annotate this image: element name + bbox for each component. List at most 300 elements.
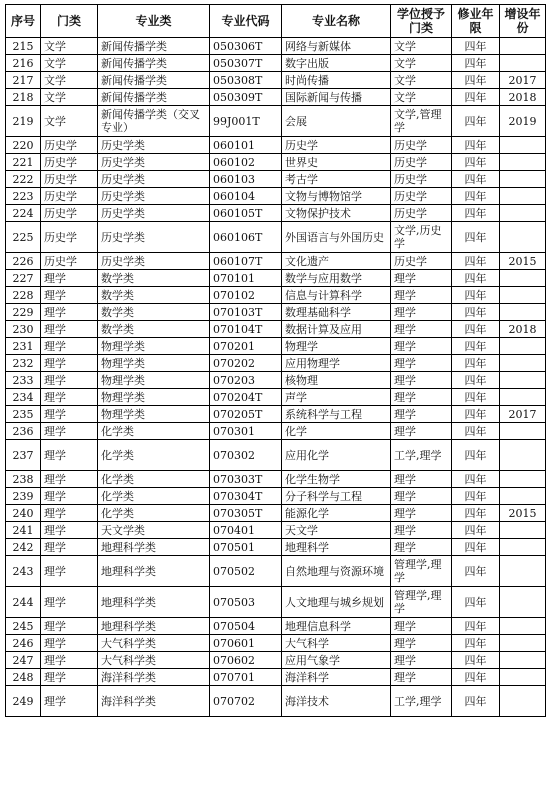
cell-year-added xyxy=(500,338,546,355)
cell-degree-category: 理学 xyxy=(391,635,452,652)
cell-serial-no: 220 xyxy=(6,137,41,154)
cell-duration: 四年 xyxy=(452,471,500,488)
cell-category: 历史学 xyxy=(41,222,98,253)
cell-major-class: 历史学类 xyxy=(98,137,210,154)
cell-year-added: 2017 xyxy=(500,72,546,89)
cell-duration: 四年 xyxy=(452,321,500,338)
cell-serial-no: 238 xyxy=(6,471,41,488)
cell-category: 理学 xyxy=(41,618,98,635)
cell-major-name: 自然地理与资源环境 xyxy=(282,556,391,587)
cell-major-code: 070305T xyxy=(210,505,282,522)
cell-category: 理学 xyxy=(41,372,98,389)
cell-major-class: 新闻传播学类 xyxy=(98,55,210,72)
table-row xyxy=(6,55,546,72)
cell-year-added xyxy=(500,38,546,55)
header-duration: 修业年限 xyxy=(452,5,500,38)
cell-category: 理学 xyxy=(41,355,98,372)
cell-category: 理学 xyxy=(41,270,98,287)
header-category: 门类 xyxy=(41,5,98,38)
cell-degree-category: 理学 xyxy=(391,389,452,406)
cell-major-name: 声学 xyxy=(282,389,391,406)
cell-major-name: 人文地理与城乡规划 xyxy=(282,587,391,618)
cell-major-name: 文物保护技术 xyxy=(282,205,391,222)
cell-major-name: 核物理 xyxy=(282,372,391,389)
cell-degree-category: 理学 xyxy=(391,406,452,423)
table-row xyxy=(6,471,546,488)
table-row xyxy=(6,188,546,205)
cell-serial-no: 230 xyxy=(6,321,41,338)
cell-major-code: 070502 xyxy=(210,556,282,587)
cell-major-code: 070302 xyxy=(210,440,282,471)
cell-serial-no: 226 xyxy=(6,253,41,270)
cell-category: 历史学 xyxy=(41,188,98,205)
table-row xyxy=(6,253,546,270)
cell-degree-category: 历史学 xyxy=(391,171,452,188)
cell-serial-no: 231 xyxy=(6,338,41,355)
cell-year-added xyxy=(500,652,546,669)
cell-serial-no: 219 xyxy=(6,106,41,137)
cell-degree-category: 理学 xyxy=(391,423,452,440)
cell-duration: 四年 xyxy=(452,618,500,635)
cell-degree-category: 管理学,理学 xyxy=(391,587,452,618)
cell-major-name: 分子科学与工程 xyxy=(282,488,391,505)
cell-year-added xyxy=(500,686,546,717)
table-row xyxy=(6,72,546,89)
cell-major-name: 地理科学 xyxy=(282,539,391,556)
cell-serial-no: 217 xyxy=(6,72,41,89)
table-row xyxy=(6,304,546,321)
cell-major-class: 历史学类 xyxy=(98,154,210,171)
cell-year-added: 2017 xyxy=(500,406,546,423)
cell-degree-category: 历史学 xyxy=(391,188,452,205)
cell-major-code: 070401 xyxy=(210,522,282,539)
cell-serial-no: 221 xyxy=(6,154,41,171)
cell-year-added xyxy=(500,389,546,406)
cell-major-code: 070304T xyxy=(210,488,282,505)
cell-major-class: 历史学类 xyxy=(98,222,210,253)
cell-year-added xyxy=(500,471,546,488)
cell-year-added xyxy=(500,669,546,686)
cell-major-code: 060105T xyxy=(210,205,282,222)
cell-duration: 四年 xyxy=(452,522,500,539)
cell-major-name: 能源化学 xyxy=(282,505,391,522)
header-major-class: 专业类 xyxy=(98,5,210,38)
cell-major-class: 地理科学类 xyxy=(98,618,210,635)
cell-serial-no: 235 xyxy=(6,406,41,423)
cell-major-code: 060102 xyxy=(210,154,282,171)
cell-category: 理学 xyxy=(41,652,98,669)
cell-category: 理学 xyxy=(41,669,98,686)
cell-degree-category: 历史学 xyxy=(391,205,452,222)
cell-major-code: 070503 xyxy=(210,587,282,618)
cell-category: 理学 xyxy=(41,338,98,355)
cell-serial-no: 248 xyxy=(6,669,41,686)
cell-serial-no: 246 xyxy=(6,635,41,652)
cell-serial-no: 237 xyxy=(6,440,41,471)
cell-major-class: 化学类 xyxy=(98,488,210,505)
cell-major-class: 物理学类 xyxy=(98,372,210,389)
cell-category: 理学 xyxy=(41,287,98,304)
cell-category: 理学 xyxy=(41,389,98,406)
cell-major-class: 大气科学类 xyxy=(98,635,210,652)
cell-serial-no: 244 xyxy=(6,587,41,618)
cell-degree-category: 理学 xyxy=(391,652,452,669)
cell-duration: 四年 xyxy=(452,338,500,355)
cell-major-name: 国际新闻与传播 xyxy=(282,89,391,106)
cell-major-name: 数字出版 xyxy=(282,55,391,72)
table-row xyxy=(6,137,546,154)
cell-duration: 四年 xyxy=(452,188,500,205)
cell-major-name: 文化遗产 xyxy=(282,253,391,270)
cell-duration: 四年 xyxy=(452,389,500,406)
table-row xyxy=(6,38,546,55)
header-major-name: 专业名称 xyxy=(282,5,391,38)
table-row xyxy=(6,618,546,635)
cell-serial-no: 229 xyxy=(6,304,41,321)
cell-degree-category: 理学 xyxy=(391,488,452,505)
cell-year-added xyxy=(500,440,546,471)
cell-major-name: 应用气象学 xyxy=(282,652,391,669)
cell-duration: 四年 xyxy=(452,372,500,389)
cell-serial-no: 249 xyxy=(6,686,41,717)
cell-year-added: 2019 xyxy=(500,106,546,137)
table-row xyxy=(6,205,546,222)
cell-year-added: 2018 xyxy=(500,89,546,106)
cell-serial-no: 240 xyxy=(6,505,41,522)
cell-major-code: 050307T xyxy=(210,55,282,72)
table-row xyxy=(6,440,546,471)
cell-duration: 四年 xyxy=(452,253,500,270)
cell-duration: 四年 xyxy=(452,669,500,686)
cell-duration: 四年 xyxy=(452,686,500,717)
cell-major-class: 物理学类 xyxy=(98,406,210,423)
cell-major-code: 070104T xyxy=(210,321,282,338)
cell-year-added xyxy=(500,522,546,539)
cell-degree-category: 理学 xyxy=(391,522,452,539)
cell-serial-no: 247 xyxy=(6,652,41,669)
cell-degree-category: 历史学 xyxy=(391,253,452,270)
cell-category: 理学 xyxy=(41,505,98,522)
cell-major-code: 070205T xyxy=(210,406,282,423)
cell-major-name: 化学 xyxy=(282,423,391,440)
cell-category: 理学 xyxy=(41,686,98,717)
cell-category: 文学 xyxy=(41,89,98,106)
cell-major-name: 网络与新媒体 xyxy=(282,38,391,55)
cell-major-code: 050306T xyxy=(210,38,282,55)
cell-major-name: 数学与应用数学 xyxy=(282,270,391,287)
cell-year-added xyxy=(500,556,546,587)
cell-degree-category: 工学,理学 xyxy=(391,686,452,717)
table-row xyxy=(6,539,546,556)
cell-major-name: 数据计算及应用 xyxy=(282,321,391,338)
table-row xyxy=(6,587,546,618)
cell-major-code: 060107T xyxy=(210,253,282,270)
cell-category: 理学 xyxy=(41,321,98,338)
cell-duration: 四年 xyxy=(452,171,500,188)
cell-category: 理学 xyxy=(41,304,98,321)
table-row xyxy=(6,406,546,423)
cell-degree-category: 理学 xyxy=(391,618,452,635)
cell-major-name: 时尚传播 xyxy=(282,72,391,89)
cell-major-class: 历史学类 xyxy=(98,171,210,188)
cell-major-class: 数学类 xyxy=(98,270,210,287)
cell-major-name: 物理学 xyxy=(282,338,391,355)
cell-duration: 四年 xyxy=(452,270,500,287)
cell-year-added xyxy=(500,539,546,556)
cell-duration: 四年 xyxy=(452,154,500,171)
cell-major-class: 化学类 xyxy=(98,505,210,522)
cell-serial-no: 223 xyxy=(6,188,41,205)
cell-category: 理学 xyxy=(41,522,98,539)
cell-year-added xyxy=(500,171,546,188)
cell-serial-no: 236 xyxy=(6,423,41,440)
cell-major-name: 考古学 xyxy=(282,171,391,188)
table-row xyxy=(6,321,546,338)
cell-degree-category: 历史学 xyxy=(391,154,452,171)
cell-degree-category: 文学 xyxy=(391,55,452,72)
cell-major-code: 070101 xyxy=(210,270,282,287)
cell-category: 理学 xyxy=(41,539,98,556)
table-row xyxy=(6,556,546,587)
cell-major-class: 新闻传播学类 xyxy=(98,38,210,55)
cell-major-class: 数学类 xyxy=(98,287,210,304)
cell-major-name: 天文学 xyxy=(282,522,391,539)
cell-degree-category: 理学 xyxy=(391,355,452,372)
cell-major-name: 地理信息科学 xyxy=(282,618,391,635)
cell-duration: 四年 xyxy=(452,72,500,89)
cell-duration: 四年 xyxy=(452,222,500,253)
table-row xyxy=(6,270,546,287)
cell-degree-category: 理学 xyxy=(391,505,452,522)
cell-major-code: 070103T xyxy=(210,304,282,321)
cell-year-added xyxy=(500,587,546,618)
cell-major-name: 应用化学 xyxy=(282,440,391,471)
cell-category: 理学 xyxy=(41,440,98,471)
cell-year-added xyxy=(500,205,546,222)
cell-major-name: 外国语言与外国历史 xyxy=(282,222,391,253)
cell-major-name: 数理基础科学 xyxy=(282,304,391,321)
table-row xyxy=(6,106,546,137)
cell-major-class: 海洋科学类 xyxy=(98,669,210,686)
cell-duration: 四年 xyxy=(452,287,500,304)
cell-category: 理学 xyxy=(41,556,98,587)
cell-degree-category: 文学 xyxy=(391,72,452,89)
cell-year-added: 2015 xyxy=(500,253,546,270)
cell-major-class: 地理科学类 xyxy=(98,556,210,587)
cell-category: 文学 xyxy=(41,106,98,137)
cell-major-class: 物理学类 xyxy=(98,389,210,406)
cell-degree-category: 理学 xyxy=(391,270,452,287)
cell-duration: 四年 xyxy=(452,505,500,522)
table-row xyxy=(6,488,546,505)
cell-major-code: 070303T xyxy=(210,471,282,488)
cell-category: 理学 xyxy=(41,423,98,440)
cell-major-name: 会展 xyxy=(282,106,391,137)
cell-major-code: 070201 xyxy=(210,338,282,355)
cell-major-class: 物理学类 xyxy=(98,338,210,355)
cell-major-code: 060101 xyxy=(210,137,282,154)
cell-major-class: 海洋科学类 xyxy=(98,686,210,717)
cell-category: 文学 xyxy=(41,55,98,72)
table-row xyxy=(6,389,546,406)
table-row xyxy=(6,89,546,106)
cell-serial-no: 222 xyxy=(6,171,41,188)
cell-major-name: 信息与计算科学 xyxy=(282,287,391,304)
cell-duration: 四年 xyxy=(452,406,500,423)
cell-year-added xyxy=(500,355,546,372)
header-year-added: 增设年份 xyxy=(500,5,546,38)
cell-category: 历史学 xyxy=(41,253,98,270)
cell-serial-no: 234 xyxy=(6,389,41,406)
cell-major-name: 系统科学与工程 xyxy=(282,406,391,423)
cell-year-added xyxy=(500,304,546,321)
cell-major-class: 数学类 xyxy=(98,321,210,338)
cell-category: 文学 xyxy=(41,72,98,89)
cell-serial-no: 232 xyxy=(6,355,41,372)
cell-duration: 四年 xyxy=(452,38,500,55)
cell-degree-category: 理学 xyxy=(391,321,452,338)
cell-major-class: 地理科学类 xyxy=(98,539,210,556)
cell-degree-category: 理学 xyxy=(391,471,452,488)
cell-year-added: 2015 xyxy=(500,505,546,522)
cell-degree-category: 理学 xyxy=(391,539,452,556)
cell-serial-no: 224 xyxy=(6,205,41,222)
cell-major-class: 地理科学类 xyxy=(98,587,210,618)
cell-major-class: 大气科学类 xyxy=(98,652,210,669)
cell-major-name: 化学生物学 xyxy=(282,471,391,488)
cell-major-class: 历史学类 xyxy=(98,253,210,270)
cell-degree-category: 理学 xyxy=(391,304,452,321)
cell-year-added xyxy=(500,488,546,505)
cell-major-class: 化学类 xyxy=(98,471,210,488)
cell-serial-no: 218 xyxy=(6,89,41,106)
table-row xyxy=(6,338,546,355)
cell-year-added xyxy=(500,618,546,635)
table-row xyxy=(6,372,546,389)
cell-duration: 四年 xyxy=(452,556,500,587)
cell-duration: 四年 xyxy=(452,488,500,505)
cell-major-name: 海洋技术 xyxy=(282,686,391,717)
table-row xyxy=(6,522,546,539)
cell-degree-category: 理学 xyxy=(391,669,452,686)
cell-duration: 四年 xyxy=(452,137,500,154)
cell-duration: 四年 xyxy=(452,89,500,106)
table-row xyxy=(6,287,546,304)
cell-degree-category: 管理学,理学 xyxy=(391,556,452,587)
cell-category: 历史学 xyxy=(41,137,98,154)
cell-major-code: 050308T xyxy=(210,72,282,89)
cell-degree-category: 文学 xyxy=(391,89,452,106)
cell-major-name: 应用物理学 xyxy=(282,355,391,372)
cell-year-added xyxy=(500,188,546,205)
cell-major-name: 海洋科学 xyxy=(282,669,391,686)
cell-category: 文学 xyxy=(41,38,98,55)
cell-major-code: 070202 xyxy=(210,355,282,372)
cell-duration: 四年 xyxy=(452,355,500,372)
header-major-code: 专业代码 xyxy=(210,5,282,38)
cell-major-code: 070701 xyxy=(210,669,282,686)
cell-major-name: 世界史 xyxy=(282,154,391,171)
cell-serial-no: 215 xyxy=(6,38,41,55)
cell-serial-no: 225 xyxy=(6,222,41,253)
cell-duration: 四年 xyxy=(452,55,500,72)
cell-category: 理学 xyxy=(41,587,98,618)
table-row xyxy=(6,505,546,522)
cell-major-name: 大气科学 xyxy=(282,635,391,652)
cell-major-class: 物理学类 xyxy=(98,355,210,372)
cell-category: 理学 xyxy=(41,471,98,488)
cell-major-code: 070501 xyxy=(210,539,282,556)
majors-table xyxy=(5,4,546,717)
table-row xyxy=(6,635,546,652)
cell-major-code: 060103 xyxy=(210,171,282,188)
cell-year-added xyxy=(500,635,546,652)
cell-serial-no: 228 xyxy=(6,287,41,304)
cell-degree-category: 文学,历史学 xyxy=(391,222,452,253)
cell-year-added xyxy=(500,372,546,389)
cell-degree-category: 理学 xyxy=(391,287,452,304)
cell-duration: 四年 xyxy=(452,587,500,618)
cell-year-added: 2018 xyxy=(500,321,546,338)
cell-major-code: 070203 xyxy=(210,372,282,389)
cell-serial-no: 243 xyxy=(6,556,41,587)
cell-duration: 四年 xyxy=(452,205,500,222)
cell-degree-category: 历史学 xyxy=(391,137,452,154)
cell-major-class: 新闻传播学类 xyxy=(98,72,210,89)
cell-major-class: 历史学类 xyxy=(98,205,210,222)
cell-major-code: 070702 xyxy=(210,686,282,717)
table-header-row xyxy=(6,5,546,38)
cell-major-code: 060104 xyxy=(210,188,282,205)
cell-duration: 四年 xyxy=(452,440,500,471)
cell-major-class: 化学类 xyxy=(98,423,210,440)
cell-serial-no: 227 xyxy=(6,270,41,287)
cell-major-class: 新闻传播学类（交叉专业） xyxy=(98,106,210,137)
majors-table-page xyxy=(5,4,545,717)
table-row xyxy=(6,686,546,717)
cell-category: 理学 xyxy=(41,635,98,652)
cell-major-code: 070301 xyxy=(210,423,282,440)
cell-year-added xyxy=(500,154,546,171)
cell-major-class: 天文学类 xyxy=(98,522,210,539)
table-row xyxy=(6,423,546,440)
table-row xyxy=(6,355,546,372)
cell-major-code: 070601 xyxy=(210,635,282,652)
header-serial-no: 序号 xyxy=(6,5,41,38)
cell-year-added xyxy=(500,137,546,154)
cell-major-code: 070204T xyxy=(210,389,282,406)
cell-serial-no: 233 xyxy=(6,372,41,389)
cell-serial-no: 216 xyxy=(6,55,41,72)
cell-duration: 四年 xyxy=(452,652,500,669)
table-row xyxy=(6,669,546,686)
cell-duration: 四年 xyxy=(452,635,500,652)
cell-year-added xyxy=(500,423,546,440)
cell-category: 理学 xyxy=(41,488,98,505)
cell-major-code: 99J001T xyxy=(210,106,282,137)
cell-major-code: 070602 xyxy=(210,652,282,669)
cell-category: 历史学 xyxy=(41,205,98,222)
cell-major-code: 050309T xyxy=(210,89,282,106)
table-row xyxy=(6,154,546,171)
cell-degree-category: 工学,理学 xyxy=(391,440,452,471)
table-body xyxy=(6,38,546,717)
cell-major-code: 070102 xyxy=(210,287,282,304)
cell-serial-no: 239 xyxy=(6,488,41,505)
cell-year-added xyxy=(500,287,546,304)
cell-serial-no: 242 xyxy=(6,539,41,556)
cell-major-name: 文物与博物馆学 xyxy=(282,188,391,205)
